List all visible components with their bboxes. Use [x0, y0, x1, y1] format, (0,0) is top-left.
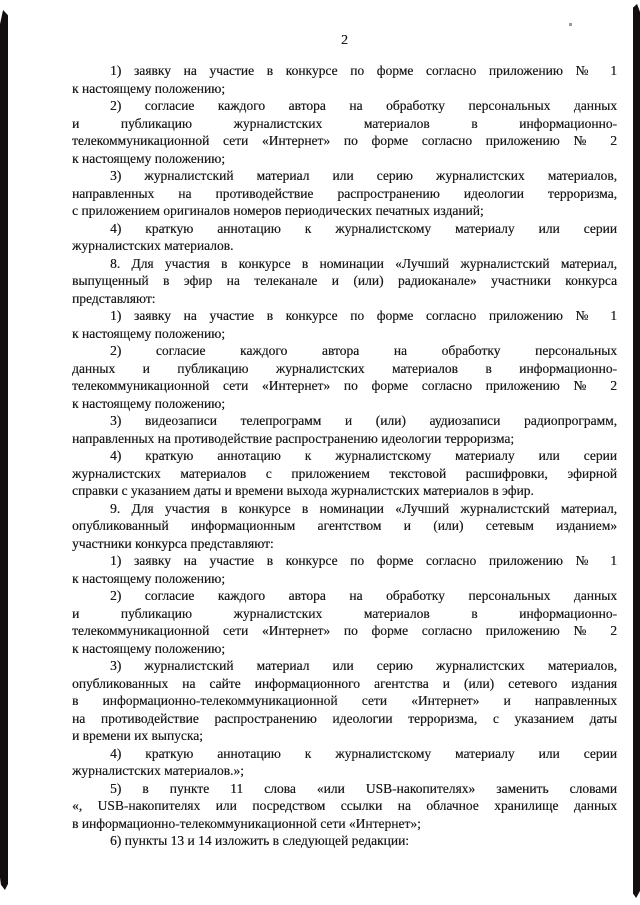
scan-edge-artifact-left [0, 10, 8, 890]
paragraph [72, 255, 617, 308]
text-line: 4) краткую аннотацию к журналистскому материалу или серии [110, 745, 617, 761]
paragraph [72, 745, 617, 780]
text-line: в информационно-телекоммуникационной сети «Интернет»; [72, 815, 421, 831]
paragraph [72, 307, 617, 342]
text-line: 4) краткую аннотацию к журналистскому материалу или серии [110, 220, 617, 236]
scan-edge-artifact-right [633, 4, 640, 898]
paragraph [72, 167, 617, 220]
text-line: 4) краткую аннотацию к журналистскому материалу или серии [110, 448, 617, 463]
text-line: телекоммуникационной сети «Интернет» по форме согласно приложению № 2 [72, 623, 617, 638]
text-column [72, 32, 617, 850]
paragraph [72, 832, 617, 850]
paragraph [72, 62, 617, 97]
paragraph [72, 97, 617, 167]
paragraph [72, 342, 617, 412]
text-line: 1) заявку на участие в конкурсе по форме согласно приложению № 1 [110, 63, 617, 78]
document-body [72, 62, 617, 850]
text-line: 3) журналистский материал или серию журналистских материалов, [110, 658, 617, 673]
text-line: 9. Для участия в конкурсе в номинации «Лучший журналистский материал, [110, 500, 617, 516]
text-line: к настоящему положению; [72, 150, 225, 166]
text-line: к настоящему положению; [72, 325, 225, 341]
text-line: к настоящему положению; [72, 395, 225, 411]
paragraph [72, 412, 617, 447]
text-line: в информационно-телекоммуникационной сети «Интернет» и направленных [72, 693, 617, 708]
text-line: выпущенный в эфир на телеканале и (или) радиоканале» участники конкурса [72, 273, 617, 288]
text-line: данных и публикацию журналистских материалов в информационно- [72, 360, 617, 376]
text-line: и публикацию журналистских материалов в информационно- [72, 115, 617, 131]
text-line: 2) согласие каждого автора на обработку персональных [110, 343, 617, 358]
text-line: на противодействие распространению идеологии терроризма, с указанием даты [72, 710, 617, 726]
text-line: опубликованный информационным агентством и (или) сетевым изданием» [72, 518, 617, 533]
text-line: 1) заявку на участие в конкурсе по форме согласно приложению № 1 [110, 553, 617, 568]
paragraph [72, 552, 617, 587]
paragraph [72, 500, 617, 553]
text-line: телекоммуникационной сети «Интернет» по форме согласно приложению № 2 [72, 133, 617, 148]
text-line: и времени их выпуска; [72, 728, 203, 743]
text-line: журналистских материалов. [72, 238, 234, 253]
text-line: «, USB-накопителях или посредством ссылки на облачное хранилище данных [72, 798, 617, 813]
text-line: опубликованных на сайте информационного агентства и (или) сетевого издания [72, 675, 617, 691]
paragraph [72, 220, 617, 255]
text-line: справки с указанием даты и времени выхода журналистских материалов в эфир. [72, 483, 534, 498]
text-line: к настоящему положению; [72, 570, 225, 586]
text-line: журналистских материалов.»; [72, 763, 244, 778]
text-line: 5) в пункте 11 слова «или USB-накопителях» заменить словами [110, 780, 617, 796]
scan-speck-artifact [569, 23, 572, 26]
paragraph [72, 587, 617, 657]
text-line: 3) журналистский материал или серию журналистских материалов, [110, 168, 617, 183]
text-line: представляют: [72, 290, 156, 306]
text-line: журналистских материалов с приложением текстовой расшифровки, эфирной [72, 465, 617, 481]
text-line: 1) заявку на участие в конкурсе по форме согласно приложению № 1 [110, 308, 617, 323]
paragraph [72, 780, 617, 833]
text-line: направленных на противодействие распространению идеологии терроризма; [72, 430, 515, 446]
text-line: и публикацию журналистских материалов в информационно- [72, 605, 617, 621]
text-line: 6) пункты 13 и 14 изложить в следующей редакции: [110, 833, 409, 848]
text-line: к настоящему положению; [72, 80, 225, 96]
text-line: с приложением оригиналов номеров периодических печатных изданий; [72, 203, 484, 218]
text-line: 3) видеозаписи телепрограмм и (или) аудиозаписи радиопрограмм, [110, 413, 617, 428]
text-line: 2) согласие каждого автора на обработку персональных данных [110, 588, 617, 603]
paragraph [72, 447, 617, 500]
text-line: телекоммуникационной сети «Интернет» по форме согласно приложению № 2 [72, 378, 617, 393]
text-line: направленных на противодействие распространению идеологии терроризма, [72, 185, 617, 201]
paragraph [72, 657, 617, 745]
text-line: 8. Для участия в конкурсе в номинации «Лучший журналистский материал, [110, 255, 617, 271]
text-line: участники конкурса представляют: [72, 535, 274, 551]
page-number: 2 [341, 33, 348, 48]
text-line: 2) согласие каждого автора на обработку персональных данных [110, 98, 617, 113]
text-line: к настоящему положению; [72, 640, 225, 656]
